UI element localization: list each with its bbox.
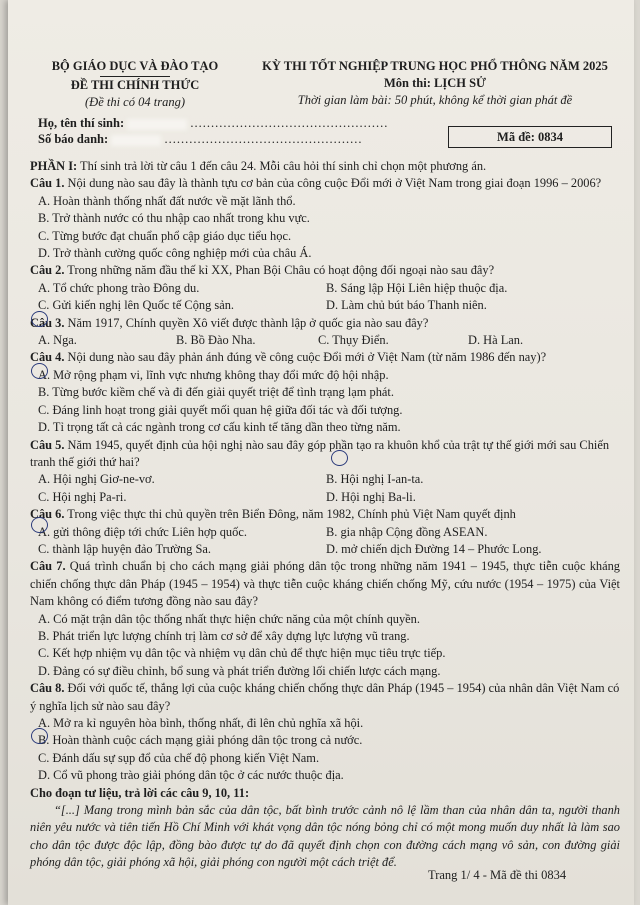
answer-circle-mark [31,728,48,744]
question-label: Câu 6. [30,507,65,522]
candidate-name-row [38,116,388,131]
header-right [250,58,620,109]
question-3 [30,315,620,332]
q7-option-d: D. Đảng có sự điều chỉnh, bổ sung và phát triển đường lối chiến lược cách mạng. [38,663,441,678]
candidate-id-row [38,132,362,147]
q1-option-c: C. Từng bước đạt chuẩn phổ cập giáo dục tiểu học. [38,228,292,243]
q6-options-row2 [30,541,620,558]
exam-page [8,0,634,905]
question-text: Năm 1945, quyết định của hội nghị nào sau đây góp phần tạo ra khuôn khổ của trật tự thế giới mới sau Chiến tranh thế giới thứ hai? [30,437,610,469]
answer-circle-mark [31,517,48,533]
q5-option-a: A. Hội nghị Giơ-ne-vơ. [38,472,155,487]
q1-option-d: D. Trở thành cường quốc công nghiệp mới của châu Á. [38,246,312,261]
q2-option-d: D. Làm chủ bút báo Thanh niên. [326,298,487,313]
q1-option-b: B. Trở thành nước có thu nhập cao nhất trong khu vực. [38,211,310,226]
part1-text: Thí sinh trả lời từ câu 1 đến câu 24. Mỗi câu hỏi thí sinh chỉ chọn một phương án. [77,159,487,173]
question-text: Quá trình chuẩn bị cho cách mạng giải phóng dân tộc trong những năm 1941 – 1945, thực tiễn cuộc kháng chiến chống thực dân Pháp (1945 – 1954) và thực tiễn cuộc kháng chiến chống Mỹ, cứu nước (1954 – 1975) của Việt Nam không có điểm tương đồng nào sau đây? [30,559,620,609]
question-label: Câu 5. [30,437,65,452]
q8-option-d: D. Cổ vũ phong trào giải phóng dân tộc ở các nước thuộc địa. [38,768,344,783]
q3-option-b: B. Bồ Đào Nha. [176,333,256,348]
candidate-name-label: Họ, tên thí sinh: [38,116,125,130]
passage-text: “[...] Mang trong mình bản sắc của dân tộc, bất bình trước cảnh nô lệ lầm than của nhân dân ta, người thanh niên yêu nước và tiên tiến Hồ Chí Minh với khát vọng dân tộc nóng bỏng chỉ có một mong muốn duy nhất là làm sao cho dân tộc được độc lập, đồng bào được tự do đã quyết định chọn con đường cách mạng vô sản, con đường giải phóng dân tộc, giải phóng xã hội, giải phóng con người một cách triệt để. [30,803,620,870]
answer-circle-mark [31,311,48,327]
redaction-blur [111,135,161,146]
q5-option-d: D. Hội nghị Ba-li. [326,489,416,504]
part1-label: PHẦN I: [30,159,78,173]
official-label: ĐỀ THI CHÍNH THỨC [70,78,200,92]
q5-options-row2 [30,489,620,506]
question-text: Năm 1917, Chính quyền Xô viết được thành lập ở quốc gia nào sau đây? [64,315,429,330]
exam-time: Thời gian làm bài: 50 phút, không kể thời gian phát đề [297,93,573,107]
exam-subject: Môn thi: LỊCH SỬ [384,76,486,90]
question-5 [30,437,620,472]
q2-options-row1 [30,280,620,297]
exam-title: KỲ THI TỐT NGHIỆP TRUNG HỌC PHỔ THÔNG NĂM 2025 [262,59,608,73]
q4-option-c: C. Đáng linh hoạt trong giải quyết mối quan hệ giữa đối tác và đối tượng. [38,402,403,417]
q3-options-row [30,332,620,349]
q6-option-d: D. mở chiến dịch Đường 14 – Phước Long. [326,541,542,556]
question-text: Trong việc thực thi chủ quyền trên Biển Đông, năm 1982, Chính phủ Việt Nam quyết định [64,507,516,522]
question-label: Câu 7. [30,559,66,574]
q4-option-a: A. Mở rộng phạm vi, lĩnh vực nhưng không thay đổi mức độ hội nhập. [38,367,389,382]
question-text: Đối với quốc tế, thắng lợi của cuộc kháng chiến chống thực dân Pháp (1945 – 1954) của nhân dân Việt Nam có ý nghĩa lịch sử nào sau đây? [30,681,620,713]
q7-option-a: A. Có mặt trận dân tộc thống nhất thực hiện chức năng của một chính quyền. [38,611,420,626]
q2-option-c: C. Gửi kiến nghị lên Quốc tế Cộng sản. [38,298,234,313]
q8-option-a: A. Mở ra kỉ nguyên hòa bình, thống nhất, đi lên chủ nghĩa xã hội. [38,716,364,730]
q6-option-c: C. thành lập huyện đảo Trường Sa. [38,541,211,556]
q3-option-c: C. Thụy Điển. [318,333,389,348]
q3-option-d: D. Hà Lan. [468,333,524,348]
pages-note: (Đề thi có 04 trang) [85,95,185,109]
q7-option-c: C. Kết hợp nhiệm vụ dân tộc và nhiệm vụ dân chủ để thực hiện mục tiêu trực tiếp. [38,646,446,661]
q2-options-row2 [30,297,620,314]
page-footer: Trang 1/ 4 - Mã đề thi 0834 [428,868,567,882]
candidate-id-label: Số báo danh: [38,132,109,146]
question-label: Câu 3. [30,315,65,330]
question-text: Nội dung nào sau đây là thành tựu cơ bản của công cuộc Đổi mới ở Việt Nam trong giai đoạn 1996 – 2006? [64,176,602,191]
answer-circle-mark [31,363,48,379]
question-label: Câu 8. [30,681,65,696]
q6-options-row1 [30,524,620,541]
question-7 [30,558,620,610]
question-4 [30,349,620,366]
part1-instruction [30,158,620,175]
question-label: Câu 1. [30,176,65,191]
exam-content [30,158,620,872]
q2-option-a: A. Tổ chức phong trào Đông du. [38,280,200,295]
q4-option-b: B. Từng bước kiềm chế và đi đến giải quyết triệt để tình trạng lạm phát. [38,385,394,400]
question-2 [30,262,620,279]
exam-code-box: Mã đề: 0834 [448,126,612,148]
q4-option-d: D. Tỉ trọng tất cả các ngành trong cơ cấu kinh tế tăng dần theo từng năm. [38,420,401,435]
question-text: Trong những năm đầu thế kỉ XX, Phan Bội Châu có hoạt động đối ngoại nào sau đây? [64,263,495,278]
q5-options-row1 [30,471,620,488]
ministry-name: BỘ GIÁO DỤC VÀ ĐÀO TẠO [51,59,219,73]
passage-intro: Cho đoạn tư liệu, trả lời các câu 9, 10, 11: [30,785,250,800]
q5-option-c: C. Hội nghị Pa-ri. [38,489,127,504]
q8-option-c: C. Đánh dấu sự sụp đổ của chế độ phong kiến Việt Nam. [38,750,320,765]
q1-option-a: A. Hoàn thành thống nhất đất nước về mặt lãnh thổ. [38,193,296,208]
q6-option-b: B. gia nhập Cộng đồng ASEAN. [326,524,488,539]
q3-option-a: A. Nga. [38,333,77,348]
question-label: Câu 4. [30,350,65,365]
q7-option-b: B. Phát triển lực lượng chính trị làm cơ sở để xây dựng lực lượng vũ trang. [38,628,410,643]
candidate-name-dots: ................................................ [190,116,389,130]
question-label: Câu 2. [30,263,65,278]
redaction-blur [127,119,187,130]
question-8 [30,680,620,715]
question-6 [30,506,620,523]
header-left [30,58,240,111]
q5-option-b: B. Hội nghị I-an-ta. [326,472,424,487]
q2-option-b: B. Sáng lập Hội Liên hiệp thuộc địa. [326,280,508,295]
answer-circle-mark [331,450,348,466]
question-text: Nội dung nào sau đây phản ánh đúng về công cuộc Đổi mới ở Việt Nam (từ năm 1986 đến nay)? [64,350,547,365]
question-1 [30,175,620,192]
candidate-id-dots: ................................................ [164,132,363,146]
q8-option-b: B. Hoàn thành cuộc cách mạng giải phóng dân tộc trong cả nước. [38,733,363,748]
q6-option-a: A. gửi thông điệp tới chức Liên hợp quốc. [38,524,247,539]
